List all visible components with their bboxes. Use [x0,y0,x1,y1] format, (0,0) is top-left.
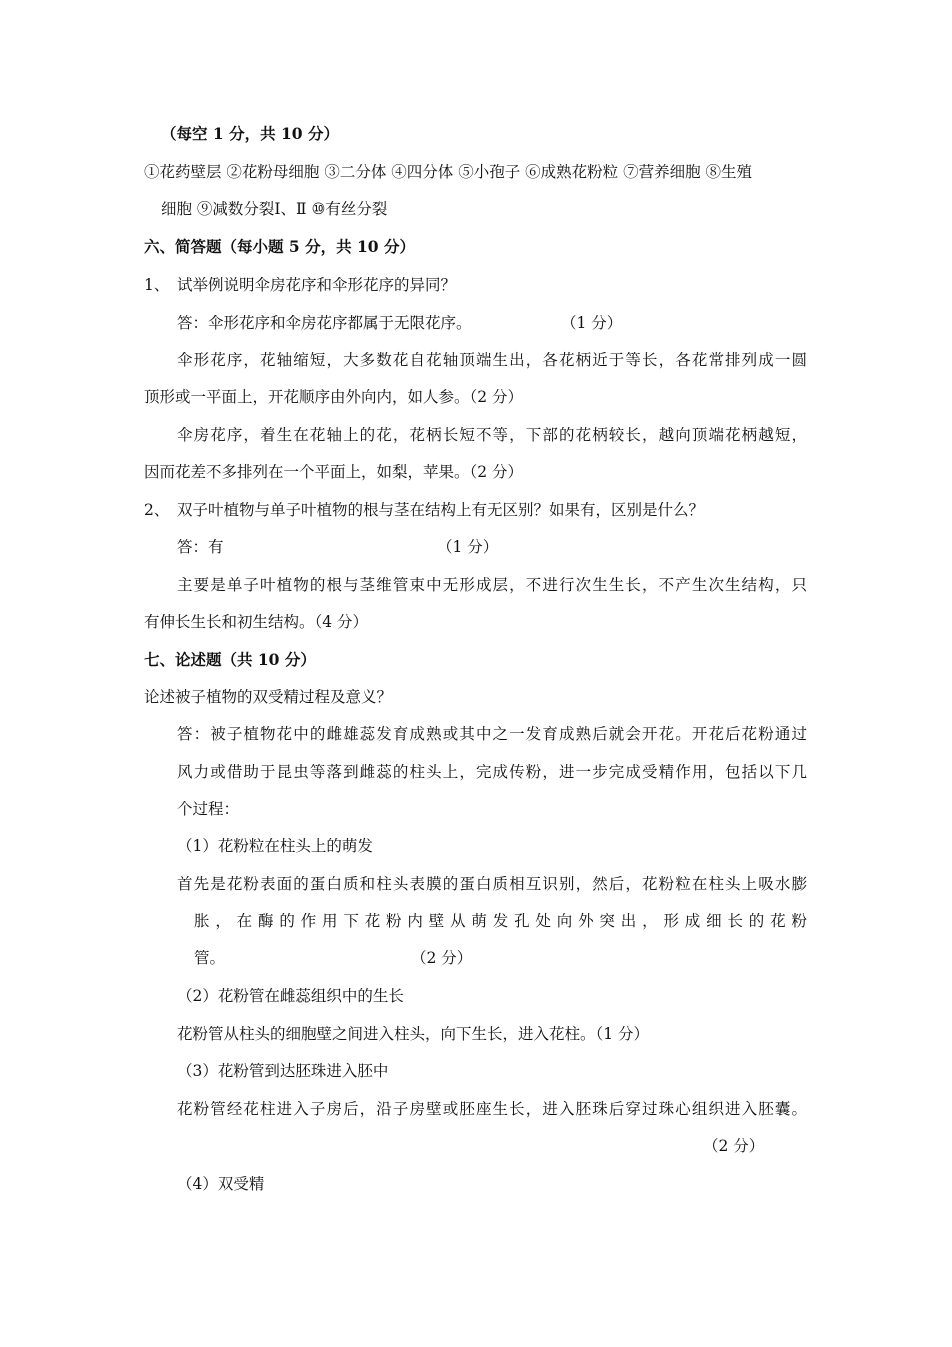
section7-question: 论述被子植物的双受精过程及意义？ [144,688,393,706]
section7-intro-line2: 风力或借助于昆虫等落到雌蕊的柱头上，完成传粉，进一步完成受精作用，包括以下几 [177,763,807,781]
step3-score: （2 分） [703,1137,765,1155]
section6-title: 六、简答题（每小题 5 分，共 10 分） [144,237,415,256]
q2-answer-intro: 答：有 [177,538,224,556]
q1-para1-line1: 伞形花序，花轴缩短，大多数花自花轴顶端生出，各花柄近于等长，各花常排列成一圆 [177,351,807,369]
step1-score: （2 分） [411,949,473,967]
q1-para2-line2: 因而花差不多排列在一个平面上，如梨，苹果。（2 分） [144,463,524,481]
step1-title: （1）花粉粒在柱头上的萌发 [177,837,373,855]
q1-answer-intro: 答：伞形花序和伞房花序都属于无限花序。 [177,314,472,332]
step1-line3: 管。 [194,949,226,967]
q2-answer-intro-score: （1 分） [437,538,499,556]
q1-para2-line1: 伞房花序，着生在花轴上的花，花柄长短不等，下部的花柄较长，越向顶端花柄越短， [177,426,807,444]
q1-para1-line2: 顶形或一平面上，开花顺序由外向内，如人参。（2 分） [144,388,524,406]
section7-intro-line1: 答：被子植物花中的雌雄蕊发育成熟或其中之一发育成熟后就会开花。开花后花粉通过 [177,725,807,743]
q2-question: 双子叶植物与单子叶植物的根与茎在结构上有无区别？如果有，区别是什么？ [177,501,705,519]
q1-question: 试举例说明伞房花序和伞形花序的异同？ [177,276,457,294]
fill-header: （每空 1 分，共 10 分） [161,124,339,143]
q2-number: 2、 [144,501,170,519]
step2-text: 花粉管从柱头的细胞壁之间进入柱头，向下生长，进入花柱。（1 分） [177,1025,650,1043]
section7-intro-line3: 个过程： [177,800,240,818]
section7-title: 七、论述题（共 10 分） [144,650,316,669]
q1-answer-intro-score: （1 分） [561,314,623,332]
step4-title: （4）双受精 [177,1175,265,1193]
step1-line1: 首先是花粉表面的蛋白质和柱头表膜的蛋白质相互识别，然后，花粉粒在柱头上吸水膨 [177,875,807,893]
fill-answers-line2: 细胞 ⑨减数分裂Ⅰ、Ⅱ ⑩有丝分裂 [161,200,388,218]
step3-text: 花粉管经花柱进入子房后，沿子房壁或胚座生长，进入胚珠后穿过珠心组织进入胚囊。 [177,1100,807,1118]
step2-title: （2）花粉管在雌蕊组织中的生长 [177,987,404,1005]
fill-answers-line1: ①花药壁层 ②花粉母细胞 ③二分体 ④四分体 ⑤小孢子 ⑥成熟花粉粒 ⑦营养细胞 ⑧生殖 [144,163,752,181]
step3-title: （3）花粉管到达胚珠进入胚中 [177,1062,389,1080]
q2-para1-line1: 主要是单子叶植物的根与茎维管束中无形成层，不进行次生生长，不产生次生结构，只 [177,576,807,594]
step1-line2: 胀，在酶的作用下花粉内壁从萌发孔处向外突出，形成细长的花粉 [194,912,807,930]
q1-number: 1、 [144,276,170,294]
q2-para1-line2: 有伸长生长和初生结构。（4 分） [144,613,369,631]
